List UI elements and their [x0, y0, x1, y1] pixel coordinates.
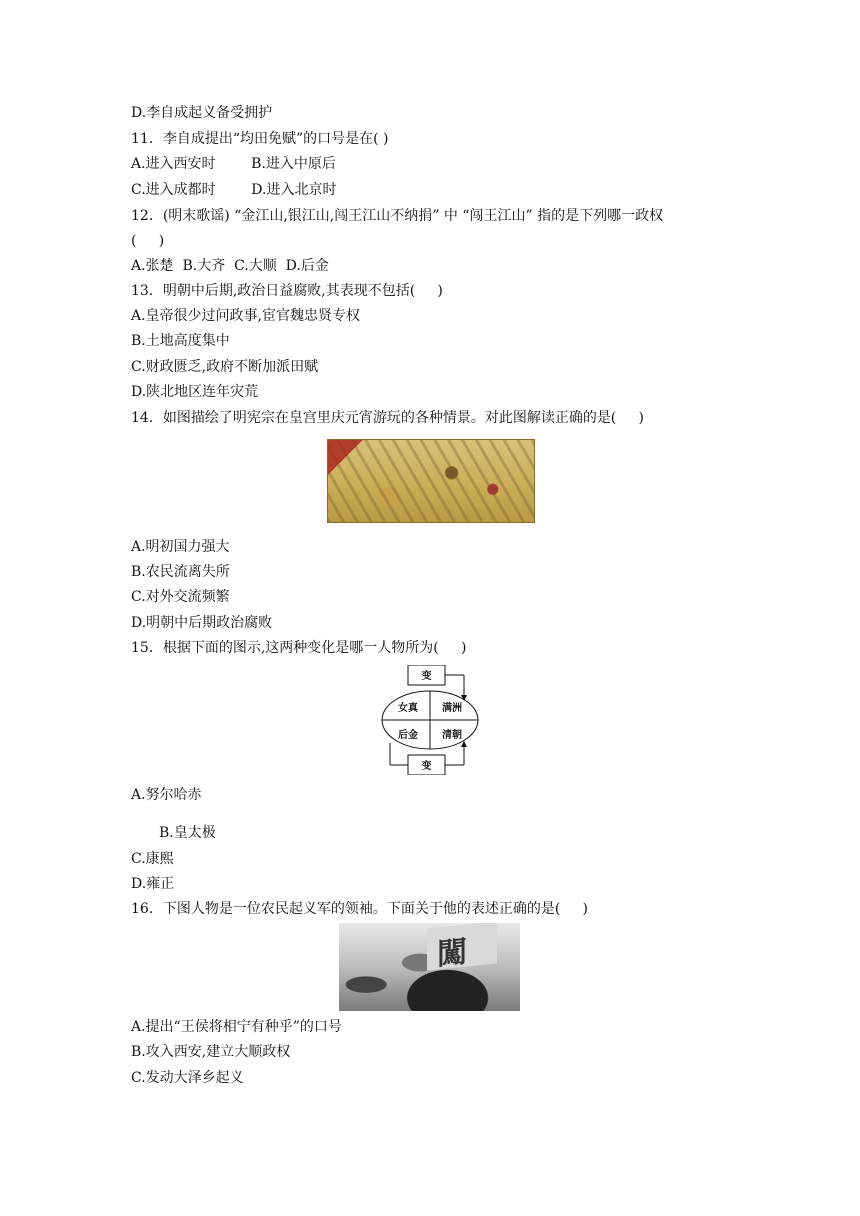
- q16-option-a: A.提出“王侯将相宁有种乎”的口号: [131, 1019, 342, 1035]
- diagram-bottom-label: 变: [421, 761, 432, 772]
- q13-option-d: D.陕北地区连年灾荒: [131, 384, 259, 400]
- question-12-bracket: ( ): [131, 233, 165, 249]
- q13-option-b: B.土地高度集中: [131, 333, 230, 349]
- question-16: 16．下图人物是一位农民起义军的领袖。下面关于他的表述正确的是( ): [131, 901, 588, 917]
- q11-options-ab: A.进入西安时 B.进入中原后: [131, 156, 336, 172]
- q14-option-c: C.对外交流频繁: [131, 589, 230, 605]
- diagram-top-label: 变: [421, 671, 432, 682]
- q14-option-b: B.农民流离失所: [131, 564, 230, 580]
- question-13: 13．明朝中后期,政治日益腐败,其表现不包括( ): [131, 283, 443, 299]
- option-d-q10: D.李自成起义备受拥护: [131, 105, 273, 121]
- q11-options-cd: C.进入成都时 D.进入北京时: [131, 182, 337, 198]
- lantern-festival-painting: [327, 439, 535, 523]
- q13-option-a: A.皇帝很少过问政事,宦官魏忠贤专权: [131, 308, 361, 324]
- change-diagram: [380, 665, 480, 775]
- question-14: 14．如图描绘了明宪宗在皇宫里庆元宵游玩的各种情景。对此图解读正确的是( ): [131, 410, 644, 426]
- q13-option-c: C.财政匮乏,政府不断加派田赋: [131, 359, 319, 375]
- q15-option-c: C.康熙: [131, 851, 174, 867]
- question-15: 15．根据下面的图示,这两种变化是哪一人物所为( ): [131, 640, 467, 656]
- q16-option-b: B.攻入西安,建立大顺政权: [131, 1044, 291, 1060]
- diagram-bottom-left: 后金: [398, 730, 418, 741]
- q15-option-d: D.雍正: [131, 876, 175, 892]
- q15-option-b: B.皇太极: [159, 825, 216, 841]
- diagram-top-left: 女真: [398, 703, 418, 714]
- q12-options: A.张楚 B.大齐 C.大顺 D.后金: [131, 258, 329, 274]
- q14-option-d: D.明朝中后期政治腐败: [131, 615, 273, 631]
- question-11: 11．李自成提出“均田免赋”的口号是在( ): [131, 131, 389, 147]
- q14-option-a: A.明初国力强大: [131, 539, 230, 555]
- flag-image: [427, 923, 497, 971]
- flag-character: 闖: [437, 934, 467, 973]
- diagram-bottom-right: 清朝: [442, 730, 462, 741]
- q16-option-c: C.发动大泽乡起义: [131, 1070, 244, 1086]
- li-zicheng-picture: [339, 923, 520, 1011]
- diagram-top-right: 满洲: [442, 703, 462, 714]
- question-12: 12．(明末歌谣) “金江山,银江山,闯王江山不纳捐” 中 “闯王江山” 指的是下列哪一政权: [131, 208, 664, 224]
- q15-option-a: A.努尔哈赤: [131, 787, 202, 803]
